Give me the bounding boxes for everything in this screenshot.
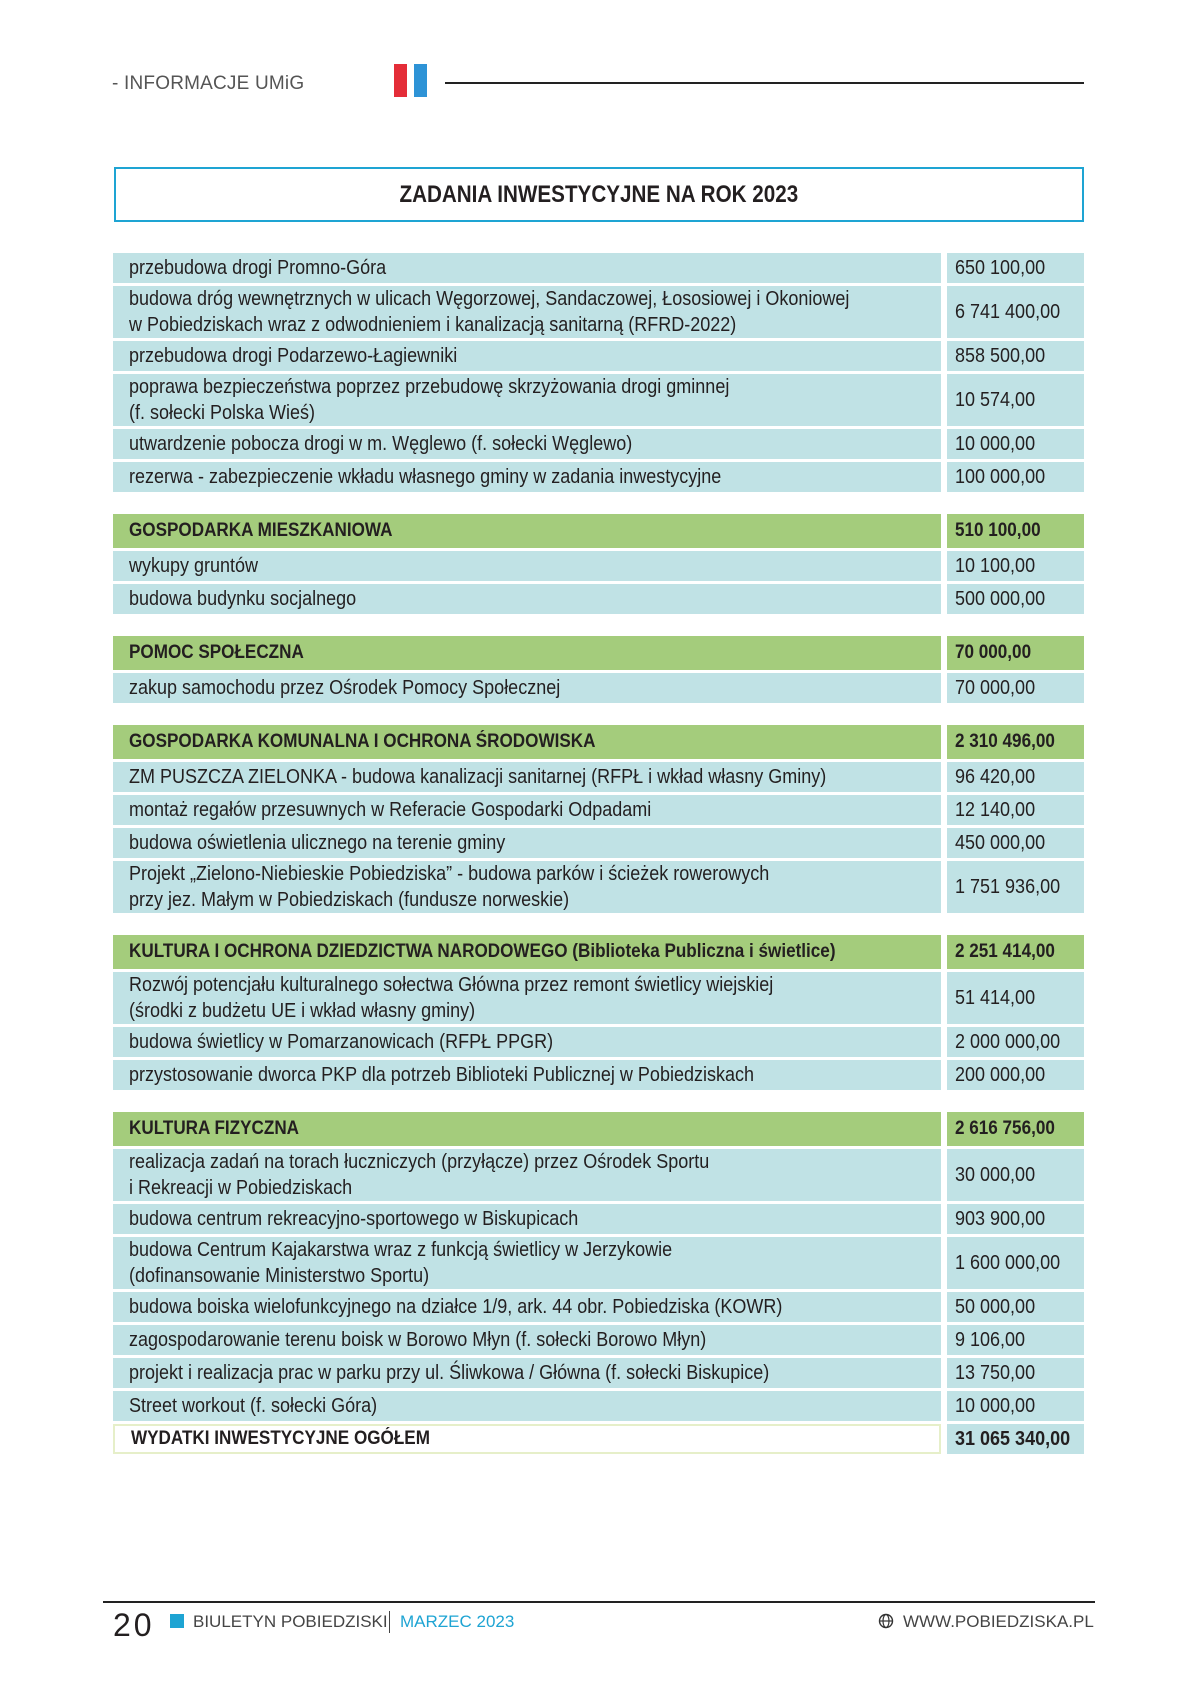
section-row — [113, 725, 1084, 759]
row-description — [113, 725, 941, 759]
row-amount — [947, 795, 1084, 825]
amount-value: 31 065 340,00 — [955, 1428, 1071, 1450]
amount-value: 510 100,00 — [955, 520, 1041, 541]
table-row — [113, 341, 1084, 371]
row-description — [113, 551, 941, 581]
row-amount — [947, 725, 1084, 759]
description-line: budowa centrum rekreacyjno-sportowego w Biskupicach — [129, 1208, 579, 1230]
table-row — [113, 1292, 1084, 1322]
row-amount — [947, 636, 1084, 670]
row-description — [113, 762, 941, 792]
row-amount — [947, 1292, 1084, 1322]
amount-value: 70 000,00 — [955, 677, 1036, 699]
description-line: Projekt „Zielono-Niebieskie Pobiedziska” - budowa parków i ścieżek rowerowych — [129, 863, 770, 885]
publication-name: BIULETYN POBIEDZISKI — [193, 1612, 388, 1631]
page-number: 20 — [113, 1607, 155, 1643]
row-amount — [947, 1060, 1084, 1090]
amount-value: 2 000 000,00 — [955, 1031, 1061, 1053]
row-description — [113, 935, 941, 969]
row-amount — [947, 341, 1084, 371]
row-amount — [947, 462, 1084, 492]
row-description — [113, 1292, 941, 1322]
amount-value: 1 600 000,00 — [955, 1252, 1061, 1274]
section-row — [113, 636, 1084, 670]
description-line: przy jez. Małym w Pobiedziskach (fundusze norweskie) — [129, 889, 570, 911]
table-row — [113, 1237, 1084, 1289]
description-line: przebudowa drogi Promno-Góra — [129, 257, 387, 279]
row-description — [113, 341, 941, 371]
row-amount — [947, 673, 1084, 703]
issue-date: MARZEC 2023 — [400, 1612, 515, 1631]
row-description — [113, 253, 941, 283]
table-row — [113, 762, 1084, 792]
table-row — [113, 1204, 1084, 1234]
row-description — [113, 1112, 941, 1146]
row-amount — [947, 935, 1084, 969]
row-amount — [947, 828, 1084, 858]
description-line: budowa budynku socjalnego — [129, 588, 357, 610]
section-row — [113, 1112, 1084, 1146]
amount-value: 200 000,00 — [955, 1064, 1046, 1086]
description-line: wykupy gruntów — [129, 555, 259, 577]
table-row — [113, 673, 1084, 703]
amount-value: 51 414,00 — [955, 987, 1036, 1009]
description-line: zagospodarowanie terenu boisk w Borowo Młyn (f. sołecki Borowo Młyn) — [129, 1329, 707, 1351]
description-line: budowa oświetlenia ulicznego na terenie gminy — [129, 832, 506, 854]
row-description — [113, 1237, 941, 1289]
amount-value: 12 140,00 — [955, 799, 1036, 821]
amount-value: 10 100,00 — [955, 555, 1036, 577]
description-line: budowa świetlicy w Pomarzanowicach (RFPŁ PPGR) — [129, 1031, 554, 1053]
row-amount — [947, 1391, 1084, 1421]
row-amount — [947, 762, 1084, 792]
table-row — [113, 253, 1084, 283]
amount-value: 2 251 414,00 — [955, 941, 1055, 962]
table-row — [113, 1325, 1084, 1355]
description-line: przystosowanie dworca PKP dla potrzeb Biblioteki Publicznej w Pobiedziskach — [129, 1064, 754, 1086]
description-line: Street workout (f. sołecki Góra) — [129, 1395, 378, 1417]
table-row — [113, 1358, 1084, 1388]
amount-value: 96 420,00 — [955, 766, 1036, 788]
row-amount — [947, 374, 1084, 426]
description-line: rezerwa - zabezpieczenie wkładu własnego gminy w zadania inwestycyjne — [129, 466, 722, 488]
description-line: (dofinansowanie Ministerstwo Sportu) — [129, 1265, 430, 1287]
total-row — [113, 1424, 1084, 1454]
description-line: budowa Centrum Kajakarstwa wraz z funkcją świetlicy w Jerzykowie — [129, 1239, 673, 1261]
description-line: w Pobiedziskach wraz z odwodnieniem i kanalizacją sanitarną (RFRD-2022) — [129, 314, 737, 336]
description-line: utwardzenie pobocza drogi w m. Węglewo (f. sołecki Węglewo) — [129, 433, 633, 455]
amount-value: 1 751 936,00 — [955, 876, 1061, 898]
globe-icon — [878, 1613, 894, 1629]
amount-value: 903 900,00 — [955, 1208, 1046, 1230]
description-line: przebudowa drogi Podarzewo-Łagiewniki — [129, 345, 458, 367]
description-line: montaż regałów przesuwnych w Referacie Gospodarki Odpadami — [129, 799, 652, 821]
description-line: ZM PUSZCZA ZIELONKA - budowa kanalizacji sanitarnej (RFPŁ i wkład własny Gminy) — [129, 766, 827, 788]
description-line: budowa boiska wielofunkcyjnego na działce 1/9, ark. 44 obr. Pobiedziska (KOWR) — [129, 1296, 783, 1318]
table-row — [113, 795, 1084, 825]
description-line: Rozwój potencjału kulturalnego sołectwa Główna przez remont świetlicy wiejskiej — [129, 974, 774, 996]
row-description — [113, 636, 941, 670]
flag-red-stripe — [394, 64, 407, 97]
table-row — [113, 429, 1084, 459]
amount-value: 500 000,00 — [955, 588, 1046, 610]
description-line: GOSPODARKA KOMUNALNA I OCHRONA ŚRODOWISKA — [129, 731, 596, 752]
table-row — [113, 1060, 1084, 1090]
row-amount — [947, 253, 1084, 283]
investment-table — [113, 253, 1084, 1457]
page-title-box — [114, 167, 1084, 222]
row-amount — [947, 972, 1084, 1024]
amount-value: 10 574,00 — [955, 389, 1036, 411]
section-row — [113, 935, 1084, 969]
row-description — [113, 1391, 941, 1421]
row-description — [113, 795, 941, 825]
table-row — [113, 286, 1084, 338]
amount-value: 10 000,00 — [955, 1395, 1036, 1417]
amount-value: 13 750,00 — [955, 1362, 1036, 1384]
row-amount — [947, 286, 1084, 338]
description-line: zakup samochodu przez Ośrodek Pomocy Społecznej — [129, 677, 561, 699]
row-description — [113, 462, 941, 492]
section-row — [113, 514, 1084, 548]
row-description — [113, 584, 941, 614]
row-description — [113, 1424, 941, 1454]
description-line: WYDATKI INWESTYCYJNE OGÓŁEM — [131, 1428, 430, 1449]
amount-value: 9 106,00 — [955, 1329, 1026, 1351]
amount-value: 650 100,00 — [955, 257, 1046, 279]
header-divider — [445, 82, 1084, 84]
amount-value: 100 000,00 — [955, 466, 1046, 488]
table-row — [113, 584, 1084, 614]
row-description — [113, 1325, 941, 1355]
row-amount — [947, 861, 1084, 913]
amount-value: 30 000,00 — [955, 1164, 1036, 1186]
page-title: ZADANIA INWESTYCYJNE NA ROK 2023 — [399, 180, 799, 208]
row-amount — [947, 1149, 1084, 1201]
description-line: GOSPODARKA MIESZKANIOWA — [129, 520, 393, 541]
row-amount — [947, 429, 1084, 459]
row-description — [113, 1204, 941, 1234]
row-description — [113, 828, 941, 858]
description-line: realizacja zadań na torach łuczniczych (przyłącze) przez Ośrodek Sportu — [129, 1151, 710, 1173]
amount-value: 50 000,00 — [955, 1296, 1036, 1318]
row-description — [113, 429, 941, 459]
row-description — [113, 861, 941, 913]
row-description — [113, 514, 941, 548]
amount-value: 2 310 496,00 — [955, 731, 1055, 752]
description-line: KULTURA FIZYCZNA — [129, 1118, 300, 1139]
row-amount — [947, 1237, 1084, 1289]
amount-value: 450 000,00 — [955, 832, 1046, 854]
flag-blue-stripe — [414, 64, 427, 97]
row-amount — [947, 1027, 1084, 1057]
row-description — [113, 1060, 941, 1090]
amount-value: 858 500,00 — [955, 345, 1046, 367]
table-row — [113, 1149, 1084, 1201]
table-row — [113, 462, 1084, 492]
row-amount — [947, 1325, 1084, 1355]
row-amount — [947, 514, 1084, 548]
description-line: (f. sołecki Polska Wieś) — [129, 402, 316, 424]
table-row — [113, 1027, 1084, 1057]
table-row — [113, 374, 1084, 426]
row-description — [113, 374, 941, 426]
row-description — [113, 1358, 941, 1388]
row-amount — [947, 1358, 1084, 1388]
table-row — [113, 551, 1084, 581]
description-line: poprawa bezpieczeństwa poprzez przebudowę skrzyżowania drogi gminnej — [129, 376, 730, 398]
website-link[interactable]: WWW.POBIEDZISKA.PL — [903, 1612, 1094, 1631]
amount-value: 2 616 756,00 — [955, 1118, 1055, 1139]
amount-value: 6 741 400,00 — [955, 301, 1061, 323]
row-description — [113, 286, 941, 338]
description-line: projekt i realizacja prac w parku przy ul. Śliwkowa / Główna (f. sołecki Biskupice) — [129, 1362, 770, 1384]
section-label: - INFORMACJE UMiG — [112, 73, 305, 94]
amount-value: 70 000,00 — [955, 642, 1032, 663]
table-row — [113, 972, 1084, 1024]
description-line: KULTURA I OCHRONA DZIEDZICTWA NARODOWEGO (Biblioteka Publiczna i świetlice) — [129, 941, 836, 962]
description-line: i Rekreacji w Pobiedziskach — [129, 1177, 353, 1199]
amount-value: 10 000,00 — [955, 433, 1036, 455]
row-description — [113, 972, 941, 1024]
row-amount — [947, 1424, 1084, 1454]
footer-divider — [103, 1601, 1095, 1603]
row-description — [113, 673, 941, 703]
table-row — [113, 861, 1084, 913]
footer-separator — [389, 1611, 390, 1633]
row-description — [113, 1149, 941, 1201]
row-amount — [947, 1204, 1084, 1234]
description-line: (środki z budżetu UE i wkład własny gminy) — [129, 1000, 476, 1022]
row-amount — [947, 1112, 1084, 1146]
row-description — [113, 1027, 941, 1057]
description-line: POMOC SPOŁECZNA — [129, 642, 304, 663]
row-amount — [947, 551, 1084, 581]
table-row — [113, 1391, 1084, 1421]
description-line: budowa dróg wewnętrznych w ulicach Węgorzowej, Sandaczowej, Łososiowej i Okoniowej — [129, 288, 850, 310]
table-row — [113, 828, 1084, 858]
row-amount — [947, 584, 1084, 614]
footer-square-icon — [170, 1614, 184, 1628]
